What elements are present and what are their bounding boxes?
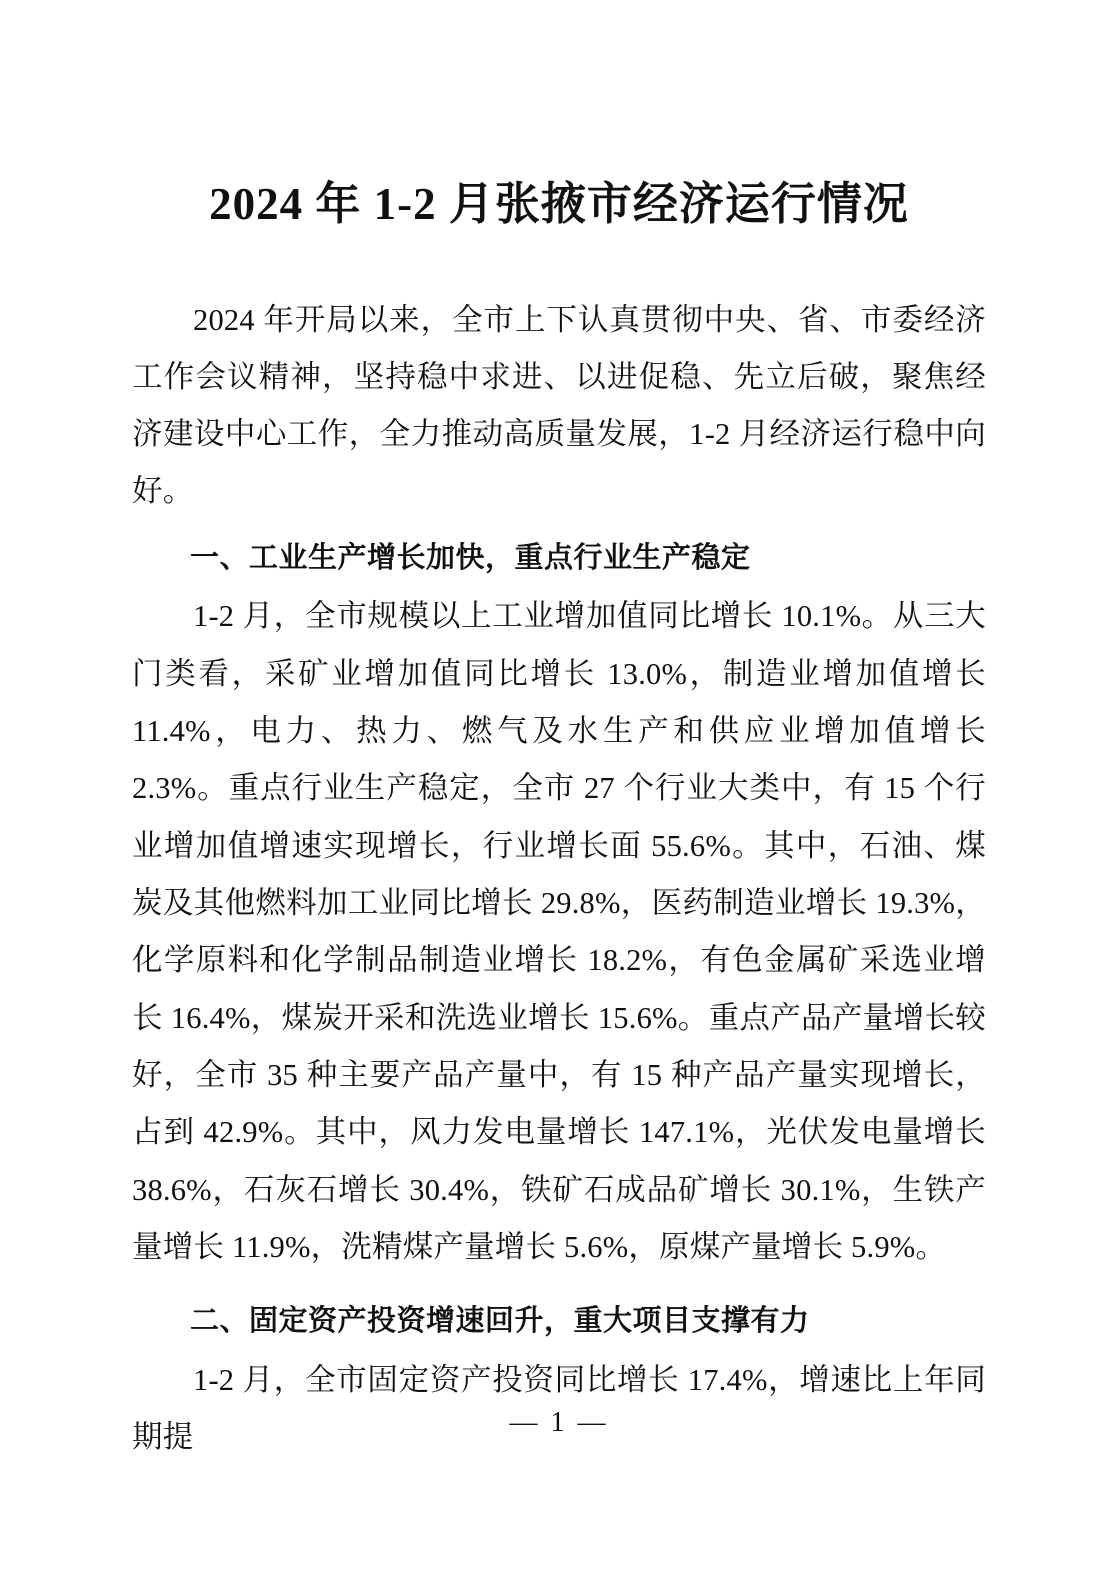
page-title: 2024 年 1-2 月张掖市经济运行情况 bbox=[209, 179, 909, 229]
page-number: — 1 — bbox=[509, 1407, 609, 1438]
section-one-paragraph: 1-2 月，全市规模以上工业增加值同比增长 10.1%。从三大门类看，采矿业增加值同比增长 13.0%，制造业增加值增长 11.4%，电力、热力、燃气及水生产和供应业增加值增长 2.3%。重点行业生产稳定，全市 27 个行业大类中，有 15 个行业增加值增速实现增长，行业增长面 55.6%。其中，石油、煤炭及其他燃料加工业同比增长 29.8%，医药制造业增长 19.3%，化学原料和化学制品制造业增长 18.2%，有色金属矿采选业增长 16.4%，煤炭开采和洗选业增长 15.6%。重点产品产量增长较好，全市 35 种主要产品产量中，有 15 种产品产量实现增长，占到 42.9%。其中，风力发电量增长 147.1%，光伏发电量增长 38.6%，石灰石增长 30.4%，铁矿石成品矿增长 30.1%，生铁产量增长 11.9%，洗精煤产量增长 5.6%，原煤产量增长 5.9%。 bbox=[132, 599, 986, 1265]
section-heading-one: 一、工业生产增长加快，重点行业生产稳定 bbox=[190, 539, 751, 574]
section-heading-two: 二、固定资产投资增速回升，重大项目支撑有力 bbox=[190, 1303, 810, 1338]
section-two-paragraph: 1-2 月，全市固定资产投资同比增长 17.4%，增速比上年同期提 bbox=[132, 1363, 986, 1455]
intro-paragraph: 2024 年开局以来，全市上下认真贯彻中央、省、市委经济工作会议精神，坚持稳中求进、以进促稳、先立后破，聚焦经济建设中心工作，全力推动高质量发展，1-2 月经济运行稳中向好。 bbox=[132, 302, 986, 509]
document-body bbox=[132, 292, 986, 1467]
section-spacer bbox=[132, 1278, 986, 1284]
